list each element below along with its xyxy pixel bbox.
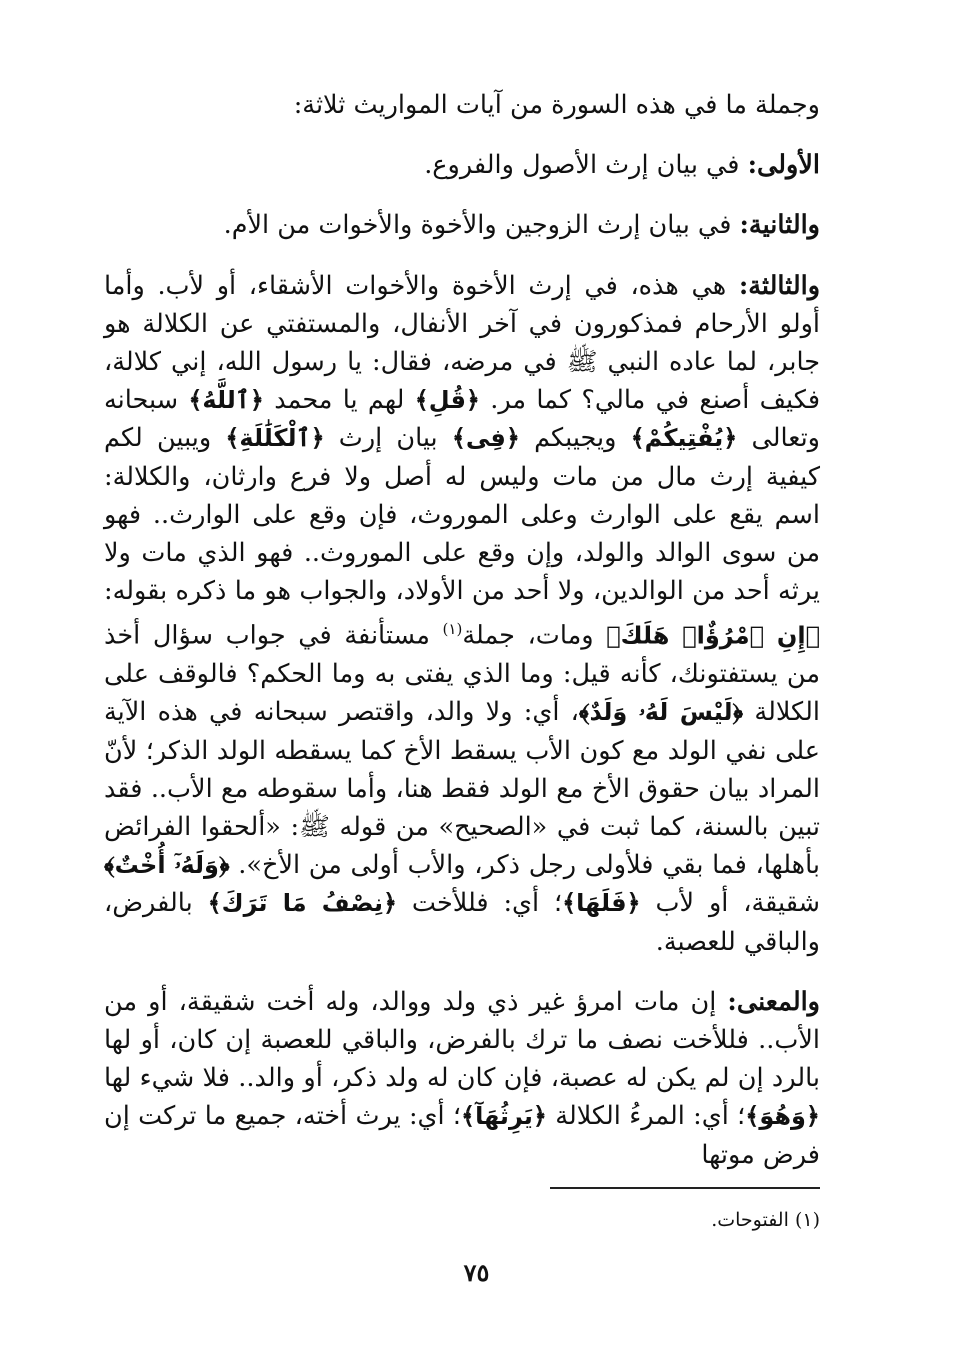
- footnote-reference: (١): [442, 620, 463, 639]
- footnote-divider: [550, 1187, 820, 1189]
- third-text-5: بيان إرث: [324, 423, 452, 454]
- third-text-1: هي هذه، في إرث الأخوة والأخوات الأشقاء، أو لأب. وأما أولو الأرحام فمذكورون في آخر الأنفال، والمستفتي عن الكلالة هو جابر، لما عاده النبي ﷺ في مرضه، فقال: يا رسول الله، إني كلالة، فكيف أصنع في مالي؟ كما مر.: [104, 270, 821, 416]
- third-text-4: ويجيبكم: [519, 423, 631, 454]
- third-text-3: سبحانه وتعالى: [104, 385, 821, 454]
- intro-text: وجملة ما في هذه السورة من آيات المواريث ثلاثة:: [293, 90, 820, 120]
- quran-quote-3: ﴿يُفْتِيكُمْ﴾: [630, 424, 738, 453]
- third-text-8: مستأنفة في جواب سؤال أخذ من يستفتونك، كأنه قيل: وما الذي يفتى به وما الحكم؟ فالوقف على الكلالة: [104, 620, 820, 728]
- third-text-7: ومات، جملة: [462, 620, 607, 651]
- third-text-6: ويبين لكم كيفية إرث مال من مات وليس له أصل ولا فرع وارثان، والكلالة: اسم يقع على الوارث وعلى الموروث، فإن وقع على الوارث.. فهو من سوى الوالد والولد، وإن وقع على الموروث.. فهو الذي مات ولا يرثه أحد من الوالدين، ولا أحد من الأولاد، والجواب هو ما ذكره بقوله:: [104, 423, 820, 607]
- second-item-text: في بيان إرث الزوجين والأخوة والأخوات من الأم.: [223, 210, 740, 241]
- meaning-text-1: إن مات امرؤ غير ذي ولد ووالد، وله أخت شقيقة، أو من الأب.. فللأخت نصف ما ترك بالفرض، والباقي للعصبة إن كان، أو لها بالرد إن لم يكن له عصبة، فإن كان له ولد ذكر، أو والد.. فلا شيء لها: [104, 986, 820, 1094]
- second-item-label: والثانية:: [739, 210, 820, 241]
- first-item: [104, 146, 820, 184]
- quran-quote-1: ﴿قُلِ﴾: [414, 386, 480, 415]
- meaning-text-3: ؛ أي: يرث أخته، جميع ما تركت إن فرض موتها: [104, 1101, 820, 1170]
- third-text-10: شقيقة، أو لأب: [640, 888, 820, 919]
- quran-quote-2: ﴿ٱللَّهُ﴾: [188, 386, 264, 415]
- quran-quote-7: ﴿لَيْسَ لَهُۥ وَلَدٌ﴾: [578, 698, 744, 727]
- quran-quote-4: ﴿فِى﴾: [451, 424, 520, 453]
- third-text-9: ، أي: ولا والد، واقتصر سبحانه في هذه الآية على نفي الولد مع كون الأب يسقط الأخ كما يسقطه الولد الذكر؛ لأنّ المراد بيان حقوق الأخ مع الولد فقط هنا، وأما سقوطه مع الأب.. فقد تبين بالسنة، كما ثبت في «الصحيح» من قوله ﷺ: «ألحقوا الفرائض بأهلها، فما بقي فلأولى رجل ذكر، والأب أولى من الأخ».: [104, 697, 820, 881]
- quran-quote-10: ﴿نِصْفُ مَا تَرَكَ﴾: [207, 889, 398, 918]
- meaning-quran-quote-2: ﴿يَرِثُهَآ﴾: [461, 1102, 547, 1131]
- first-item-label: الأولى:: [747, 150, 820, 181]
- third-item: [104, 267, 820, 961]
- intro-paragraph: [104, 86, 820, 124]
- meaning-label: والمعنى:: [727, 986, 820, 1017]
- meaning-paragraph: [104, 983, 820, 1174]
- third-item-label: والثالثة:: [738, 270, 821, 301]
- quran-quote-5: ﴿ٱلْكَلَٰلَةِ﴾: [225, 424, 325, 453]
- footnote-number: (١): [794, 1209, 820, 1231]
- footnote-text: الفتوحات.: [711, 1209, 789, 1231]
- first-item-text: في بيان إرث الأصول والفروع.: [424, 150, 748, 181]
- third-text-2: لهم يا محمد: [263, 385, 415, 416]
- footnote: [104, 1206, 820, 1234]
- third-text-11: ؛ أي: فللأخت: [397, 888, 563, 919]
- page-body: [104, 86, 820, 1174]
- quran-quote-6: ﴿إِنِ ٱمْرُؤٌا۟ هَلَكَ﴾: [606, 621, 820, 650]
- meaning-text-2: ؛ أي: المرءُ الكلالة: [546, 1101, 746, 1132]
- page-number: ٧٥: [463, 1258, 490, 1287]
- third-text-12: بالفرض، والباقي للعصبة.: [104, 888, 820, 957]
- meaning-quran-quote-1: ﴿وَهُوَ﴾: [745, 1102, 820, 1131]
- quran-quote-8: ﴿وَلَهُۥٓ أُخْتٌ﴾: [104, 851, 230, 880]
- quran-quote-9: ﴿فَلَهَا﴾: [562, 889, 641, 918]
- second-item: [104, 206, 820, 244]
